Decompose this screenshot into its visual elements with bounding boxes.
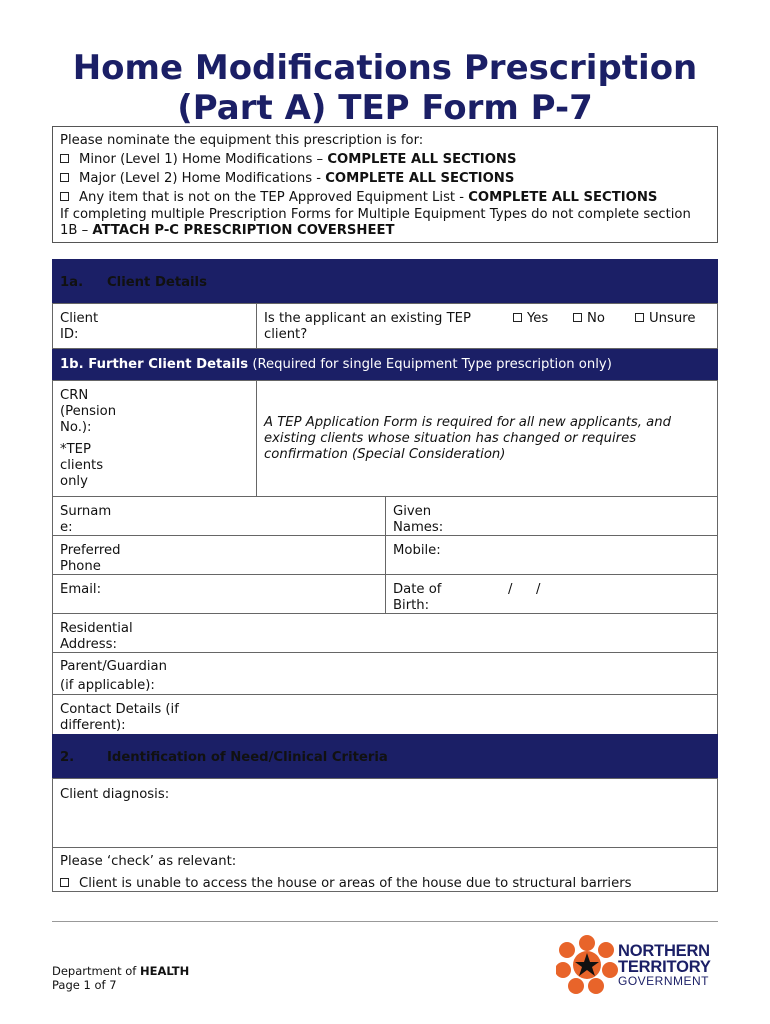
client-form: [52, 259, 718, 891]
logo-line-2: TERRITORY: [618, 958, 711, 976]
checkbox-structural-barriers[interactable]: [60, 878, 69, 887]
nominate-option-other: [60, 188, 710, 207]
logo-line-3: GOVERNMENT: [618, 974, 710, 988]
option-yes[interactable]: [513, 311, 548, 327]
option-emphasis: COMPLETE ALL SECTIONS: [468, 190, 658, 205]
mobile-field[interactable]: [385, 535, 718, 575]
option-yes-label: Yes: [527, 311, 549, 326]
client-id-label-text: Client ID:: [60, 311, 99, 342]
note-emphasis: ATTACH P-C PRESCRIPTION COVERSHEET: [92, 223, 395, 238]
section-number: 1a.: [60, 275, 84, 290]
checkbox-unsure[interactable]: [635, 313, 644, 322]
title-line-2: (Part A) TEP Form P-7: [177, 88, 593, 128]
dept-prefix: Department of: [52, 964, 140, 978]
note-text: If completing multiple Prescription Forms for Multiple Equipment Types do not complete section 1B –: [60, 207, 691, 238]
page-number: Page 1 of 7: [52, 978, 117, 992]
date-of-birth-field[interactable]: [385, 574, 718, 614]
checkbox-major[interactable]: [60, 173, 69, 182]
checkbox-yes[interactable]: [513, 313, 522, 322]
dept-name: HEALTH: [140, 964, 190, 978]
option-emphasis: COMPLETE ALL SECTIONS: [327, 152, 517, 167]
nominate-option-major: [60, 169, 710, 188]
nominate-intro: Please nominate the equipment this prescription is for:: [60, 133, 424, 148]
nt-government-logo: [556, 934, 726, 994]
option-no[interactable]: [573, 311, 605, 327]
logo-wordmark: [618, 943, 711, 988]
section-1b-note: (Required for single Equipment Type prescription only): [248, 357, 612, 372]
footer: [52, 964, 189, 992]
section-title: Client Details: [107, 275, 207, 290]
client-id-label: [52, 303, 257, 349]
residential-address-label: Residential Address:: [60, 621, 133, 652]
crn-label: CRN (Pension No.):: [60, 388, 117, 435]
email-label: Email:: [60, 582, 102, 597]
parent-guardian-label: Parent/Guardian (if applicable):: [60, 659, 167, 693]
logo-line-1: NORTHERN: [618, 942, 710, 960]
checkbox-minor[interactable]: [60, 154, 69, 163]
client-diagnosis-field[interactable]: [52, 778, 718, 848]
date-of-birth-label: Date of Birth:: [393, 582, 442, 613]
parent-guardian-field[interactable]: [52, 652, 718, 695]
given-names-label: Given Names:: [393, 504, 444, 535]
option-label: Major (Level 2) Home Modifications -: [79, 171, 326, 186]
section-2-header: [52, 734, 718, 778]
footer-divider: [52, 921, 718, 922]
check-item-label: Client is unable to access the house or areas of the house due to structural barriers: [79, 876, 632, 891]
section-number: 2.: [60, 750, 75, 765]
contact-details-field[interactable]: [52, 694, 718, 735]
section-1b-title: 1b. Further Client Details: [60, 357, 249, 372]
contact-details-label: Contact Details (if different):: [60, 702, 179, 733]
crn-cell: [52, 380, 257, 497]
dob-slash-1: /: [508, 582, 513, 597]
client-diagnosis-label: Client diagnosis:: [60, 787, 170, 802]
existing-client-cell: [256, 303, 718, 349]
surname-label: Surname:: [60, 504, 112, 535]
option-unsure-label: Unsure: [649, 311, 696, 326]
checkbox-no[interactable]: [573, 313, 582, 322]
page-title: [0, 48, 770, 128]
section-1b-header: [52, 349, 718, 380]
desert-rose-icon: [556, 934, 618, 994]
equipment-nomination-box: [52, 126, 718, 243]
option-no-label: No: [587, 311, 605, 326]
email-field[interactable]: [52, 574, 386, 614]
crn-note: *TEP clients only: [60, 442, 104, 489]
check-item-structural-barriers[interactable]: [60, 873, 710, 895]
option-unsure[interactable]: [635, 311, 695, 327]
preferred-phone-field[interactable]: [52, 535, 386, 575]
preferred-phone-label: Preferred Phone: [60, 543, 121, 574]
department-label: [52, 964, 189, 978]
section-1a-header: [52, 259, 718, 303]
option-label: Minor (Level 1) Home Modifications –: [79, 152, 328, 167]
given-names-field[interactable]: [385, 496, 718, 536]
mobile-label: Mobile:: [393, 543, 441, 558]
option-emphasis: COMPLETE ALL SECTIONS: [325, 171, 515, 186]
checkbox-other-item[interactable]: [60, 192, 69, 201]
option-label: Any item that is not on the TEP Approved Equipment List -: [79, 190, 469, 205]
nominate-option-minor: [60, 150, 710, 169]
dob-slash-2: /: [536, 582, 541, 597]
surname-field[interactable]: [52, 496, 386, 536]
multiple-forms-note: [60, 207, 710, 239]
check-relevant-section: [52, 847, 718, 892]
residential-address-field[interactable]: [52, 613, 718, 653]
title-line-1: Home Modifications Prescription: [72, 48, 698, 88]
section-title: Identification of Need/Clinical Criteria: [107, 750, 388, 765]
existing-client-question: Is the applicant an existing TEP client?: [264, 311, 471, 342]
check-intro: Please ‘check’ as relevant:: [60, 854, 237, 869]
tep-application-note: A TEP Application Form is required for all new applicants, and existing clients whose situation has changed or requires confirmation (Special Consideration): [256, 380, 718, 497]
